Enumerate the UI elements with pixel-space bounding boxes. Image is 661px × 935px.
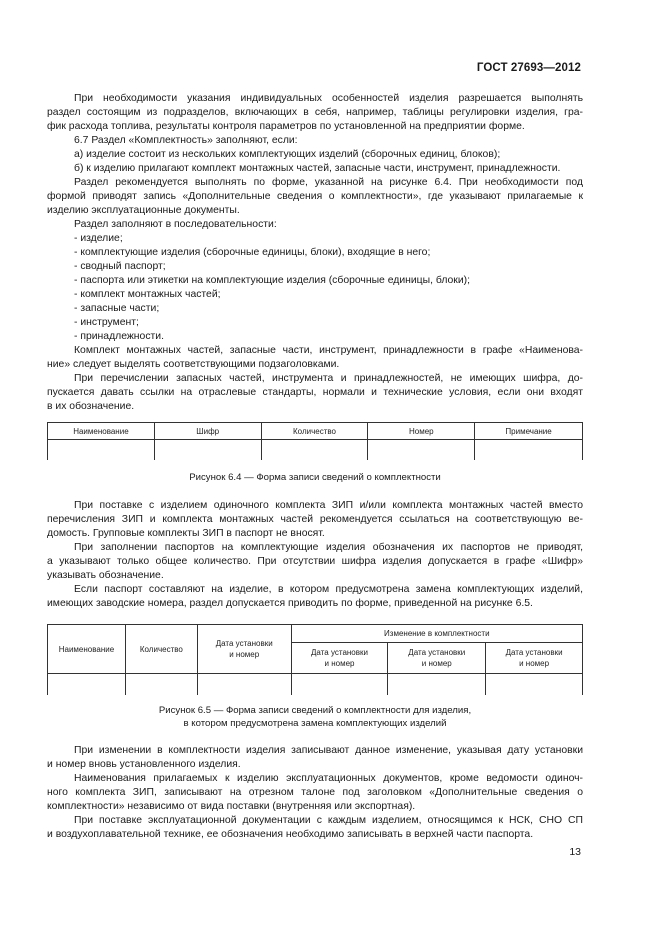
caption-line: Рисунок 6.5 — Форма записи сведений о комплектности для изделия,	[158, 705, 472, 716]
table-cell	[48, 674, 126, 695]
list-item: - комплект монтажных частей;	[74, 289, 221, 300]
paragraph-line: перечисления ЗИП и комплекта монтажных частей рекомендуется ссылаться на соответствующую ве-	[47, 514, 583, 525]
paragraph-line: При заполнении паспортов на комплектующие изделия обозначения их паспортов не приводят,	[74, 542, 583, 553]
paragraph-line: имеющих заводские номера, раздел допускается приводить по форме, приведенной на рисунке 6.5.	[47, 598, 533, 609]
table-cell	[486, 674, 583, 695]
column-header-quantity: Количество	[261, 423, 368, 440]
paragraph-line: а указывают только общее количество. При отсутствии шифра изделия допускается в графе «Шифр»	[47, 556, 583, 567]
paragraph-line: ние» следует выделять соответствующими подзаголовками.	[47, 359, 340, 370]
clause-6-7: 6.7 Раздел «Комплектность» заполняют, если:	[74, 135, 298, 146]
caption-line: в котором предусмотрена замена комплектующих изделий	[183, 718, 447, 729]
text-block-documentation	[47, 744, 583, 842]
paragraph-line: фик расхода топлива, результаты контроля параметров по установленной на предприятии форме.	[47, 121, 525, 132]
subheader-install-date	[291, 643, 388, 674]
list-item: - инструмент;	[74, 317, 139, 328]
list-item: - комплектующие изделия (сборочные единицы, блоки), входящие в него;	[74, 247, 431, 258]
subheader-install-date	[486, 643, 583, 674]
column-header-number: Номер	[368, 423, 475, 440]
header-line: и номер	[519, 659, 550, 668]
paragraph-line: ного комплекта ЗИП, записывают на отрезном талоне под заголовком «Дополнительные сведения о	[47, 787, 583, 798]
list-item: - запасные части;	[74, 303, 160, 314]
list-item: - паспорта или этикетки на комплектующие изделия (сборочные единицы, блоки);	[74, 275, 471, 286]
paragraph-line: пускается давать ссылки на отраслевые стандарты, нормали и технические условия, если они входят	[47, 387, 583, 398]
table-cell	[261, 440, 368, 460]
header-line: и номер	[324, 659, 355, 668]
paragraph-line: При необходимости указания индивидуальных особенностей изделия разрешается выполнять	[74, 93, 583, 104]
figure-6-4-caption: Рисунок 6.4 — Форма записи сведений о комплектности	[189, 472, 441, 483]
paragraph-line: комплектности» независимо от вида поставки (внутренняя или экспортная).	[47, 801, 416, 812]
standard-designation: ГОСТ 27693—2012	[476, 62, 581, 74]
list-item: - сводный паспорт;	[74, 261, 166, 272]
paragraph-line: При поставке эксплуатационной документации с каждым изделием, относящимся к НСК, СНО СП	[74, 815, 583, 826]
clause-item-b: б) к изделию прилагают комплект монтажных частей, запасные части, инструмент, принадлежности.	[74, 163, 561, 174]
header-line: Дата установки	[311, 648, 368, 657]
column-header-install-date	[197, 625, 291, 674]
table-cell	[48, 440, 155, 460]
subheader-install-date	[388, 643, 486, 674]
paragraph-line: Раздел рекомендуется выполнять по форме, указанной на рисунке 6.4. При необходимости под	[74, 177, 583, 188]
paragraph-line: и воздухоплавательной технике, ее обозначения необходимо записывать в верхней части паспорта.	[47, 829, 534, 840]
paragraph-line: При перечислении запасных частей, инструмента и принадлежностей, не имеющих шифра, до-	[74, 373, 583, 384]
list-item: - изделие;	[74, 233, 123, 244]
header-line: Дата установки	[215, 639, 273, 648]
paragraph-line: При поставке с изделием одиночного комплекта ЗИП и/или комплекта монтажных частей вместо	[74, 500, 583, 511]
header-line: и номер	[421, 659, 452, 668]
header-line: Дата установки	[505, 648, 563, 657]
table-cell	[291, 674, 388, 695]
paragraph-line: Если паспорт составляют на изделие, в котором предусмотрена замена комплектующих изделий,	[74, 584, 583, 595]
table-cell	[475, 440, 583, 460]
column-header-quantity: Количество	[125, 625, 197, 674]
paragraph-line: домость. Групповые комплекты ЗИП в паспорт не вносят.	[47, 528, 325, 539]
text-block-completeness-intro	[47, 92, 583, 414]
figure-6-4-form-table	[47, 422, 583, 460]
table-cell	[368, 440, 475, 460]
column-header-name: Наименование	[48, 423, 155, 440]
text-block-spare-parts	[47, 499, 583, 611]
table-cell	[388, 674, 486, 695]
paragraph-line: изделию эксплуатационные документы.	[47, 205, 240, 216]
paragraph-line: в их обозначение.	[47, 401, 135, 412]
figure-6-5-form-table	[47, 624, 583, 695]
table-cell	[197, 674, 291, 695]
figure-6-5-caption	[47, 704, 583, 730]
paragraph-line: Комплект монтажных частей, запасные части, инструмент, принадлежности в графе «Наименова-	[74, 345, 583, 356]
paragraph-line: указывать обозначение.	[47, 570, 164, 581]
header-line: и номер	[229, 650, 260, 659]
table-cell	[125, 674, 197, 695]
column-header-name: Наименование	[48, 625, 126, 674]
list-item: - принадлежности.	[74, 331, 164, 342]
paragraph-line: Наименования прилагаемых к изделию эксплуатационных документов, кроме ведомости одиноч-	[74, 773, 583, 784]
page-number: 13	[569, 846, 581, 858]
paragraph-line: и номер вновь установленного изделия.	[47, 759, 241, 770]
column-header-code: Шифр	[154, 423, 261, 440]
paragraph-line: При изменении в комплектности изделия записывают данное изменение, указывая дату установки	[74, 745, 583, 756]
header-line: Дата установки	[408, 648, 466, 657]
paragraph-line: Раздел заполняют в последовательности:	[74, 219, 277, 230]
column-header-note: Примечание	[475, 423, 583, 440]
paragraph-line: формой приводят запись «Дополнительные сведения о комплектности», где указывают прилагаемые к	[47, 191, 583, 202]
clause-item-a: а) изделие состоит из нескольких комплектующих изделий (сборочных единиц, блоков);	[74, 149, 501, 160]
table-cell	[154, 440, 261, 460]
column-header-completeness-change: Изменение в комплектности	[291, 625, 582, 643]
paragraph-line: раздел состоящим из подразделов, включающих в себя, например, таблицы регулировки изделия, гра-	[47, 107, 583, 118]
